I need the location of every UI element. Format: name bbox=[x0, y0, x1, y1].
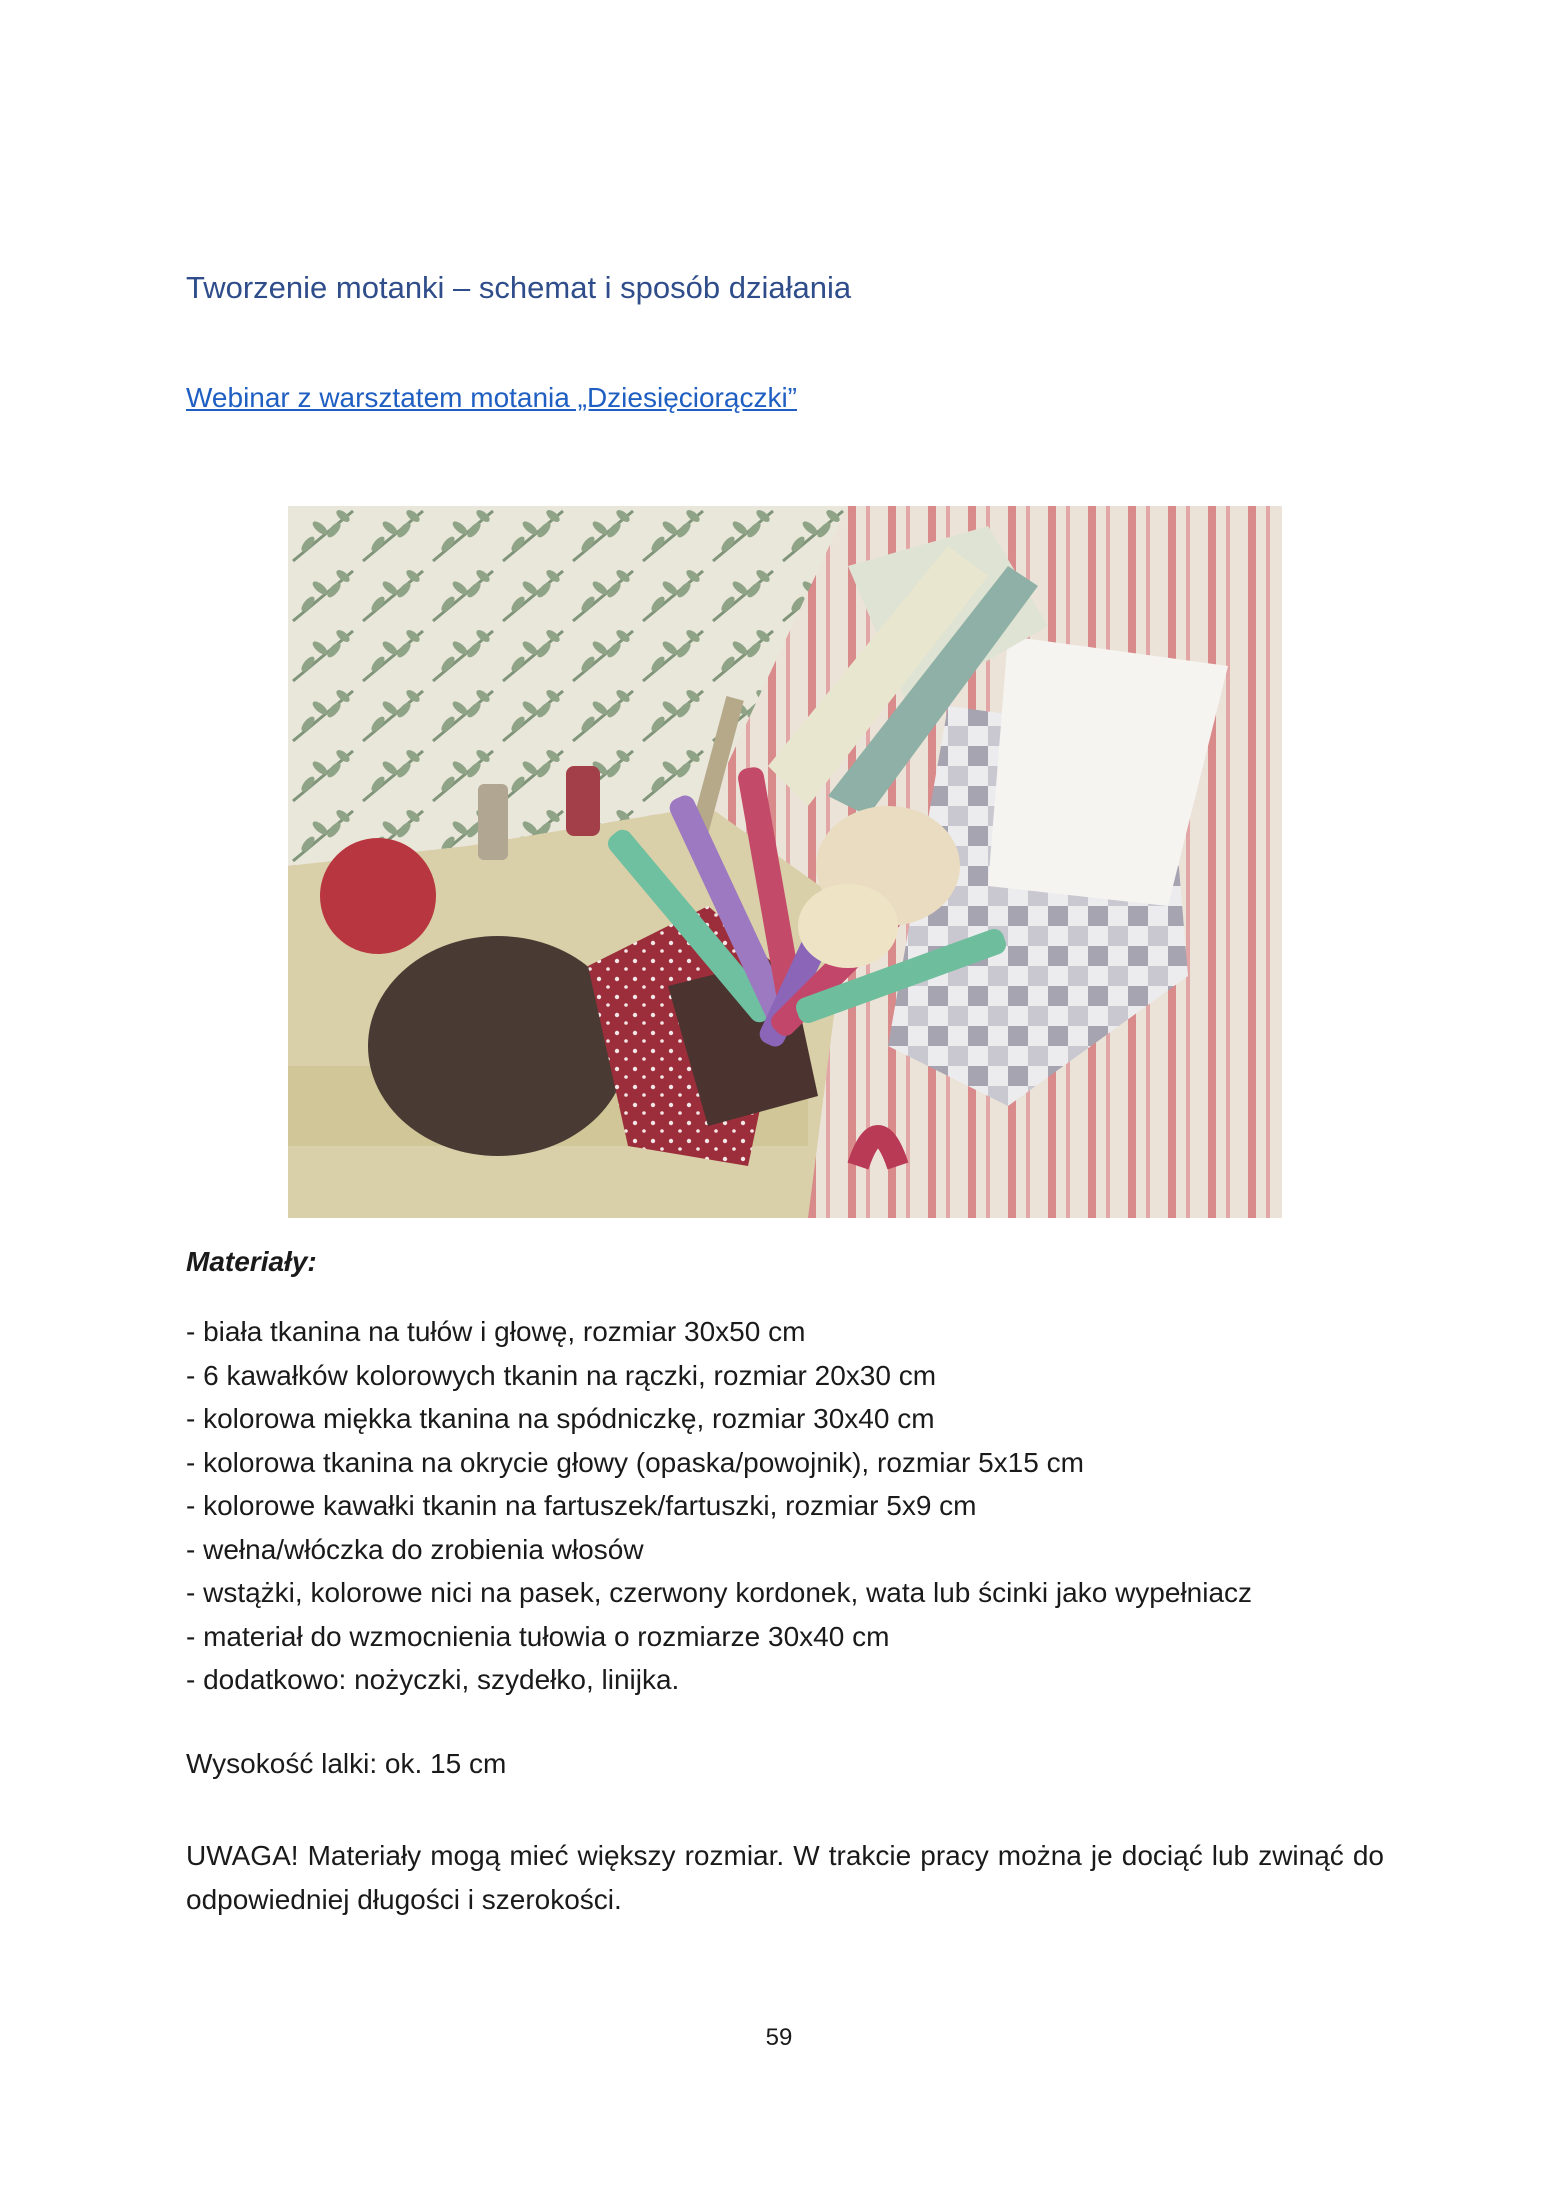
webinar-link[interactable]: Webinar z warsztatem motania „Dziesięciorączki” bbox=[186, 382, 797, 413]
doll-height: Wysokość lalki: ok. 15 cm bbox=[186, 1748, 507, 1779]
list-item: - wstążki, kolorowe nici na pasek, czerwony kordonek, wata lub ścinki jako wypełniacz bbox=[186, 1577, 1253, 1608]
list-item: - kolorowa tkanina na okrycie głowy (opaska/powojnik), rozmiar 5x15 cm bbox=[186, 1446, 1084, 1478]
list-item: - 6 kawałków kolorowych tkanin na rączki, rozmiar 20x30 cm bbox=[186, 1359, 937, 1391]
list-item: - materiał do wzmocnienia tułowia o rozmiarze 30x40 cm bbox=[186, 1620, 890, 1652]
list-item: - wełna/włóczka do zrobienia włosów bbox=[186, 1533, 644, 1565]
list-item: - dodatkowo: nożyczki, szydełko, linijka. bbox=[186, 1664, 680, 1695]
list-item: - kolorowa miękka tkanina na spódniczkę, rozmiar 30x40 cm bbox=[186, 1403, 935, 1434]
materials-photo bbox=[288, 506, 1282, 1218]
page-number: 59 bbox=[765, 2024, 793, 2051]
list-item: - kolorowe kawałki tkanin na fartuszek/fartuszki, rozmiar 5x9 cm bbox=[186, 1490, 977, 1521]
list-item: - biała tkanina na tułów i głowę, rozmiar 30x50 cm bbox=[186, 1316, 806, 1347]
note-paragraph: UWAGA! Materiały mogą mieć większy rozmiar. W trakcie pracy można je dociąć lub zwinąć do odpowiedniej długości i szerokości. bbox=[186, 1840, 1384, 1915]
materials-list bbox=[186, 1310, 1252, 1702]
section-heading: Tworzenie motanki – schemat i sposób działania bbox=[186, 270, 852, 305]
materials-heading: Materiały: bbox=[186, 1246, 317, 1277]
